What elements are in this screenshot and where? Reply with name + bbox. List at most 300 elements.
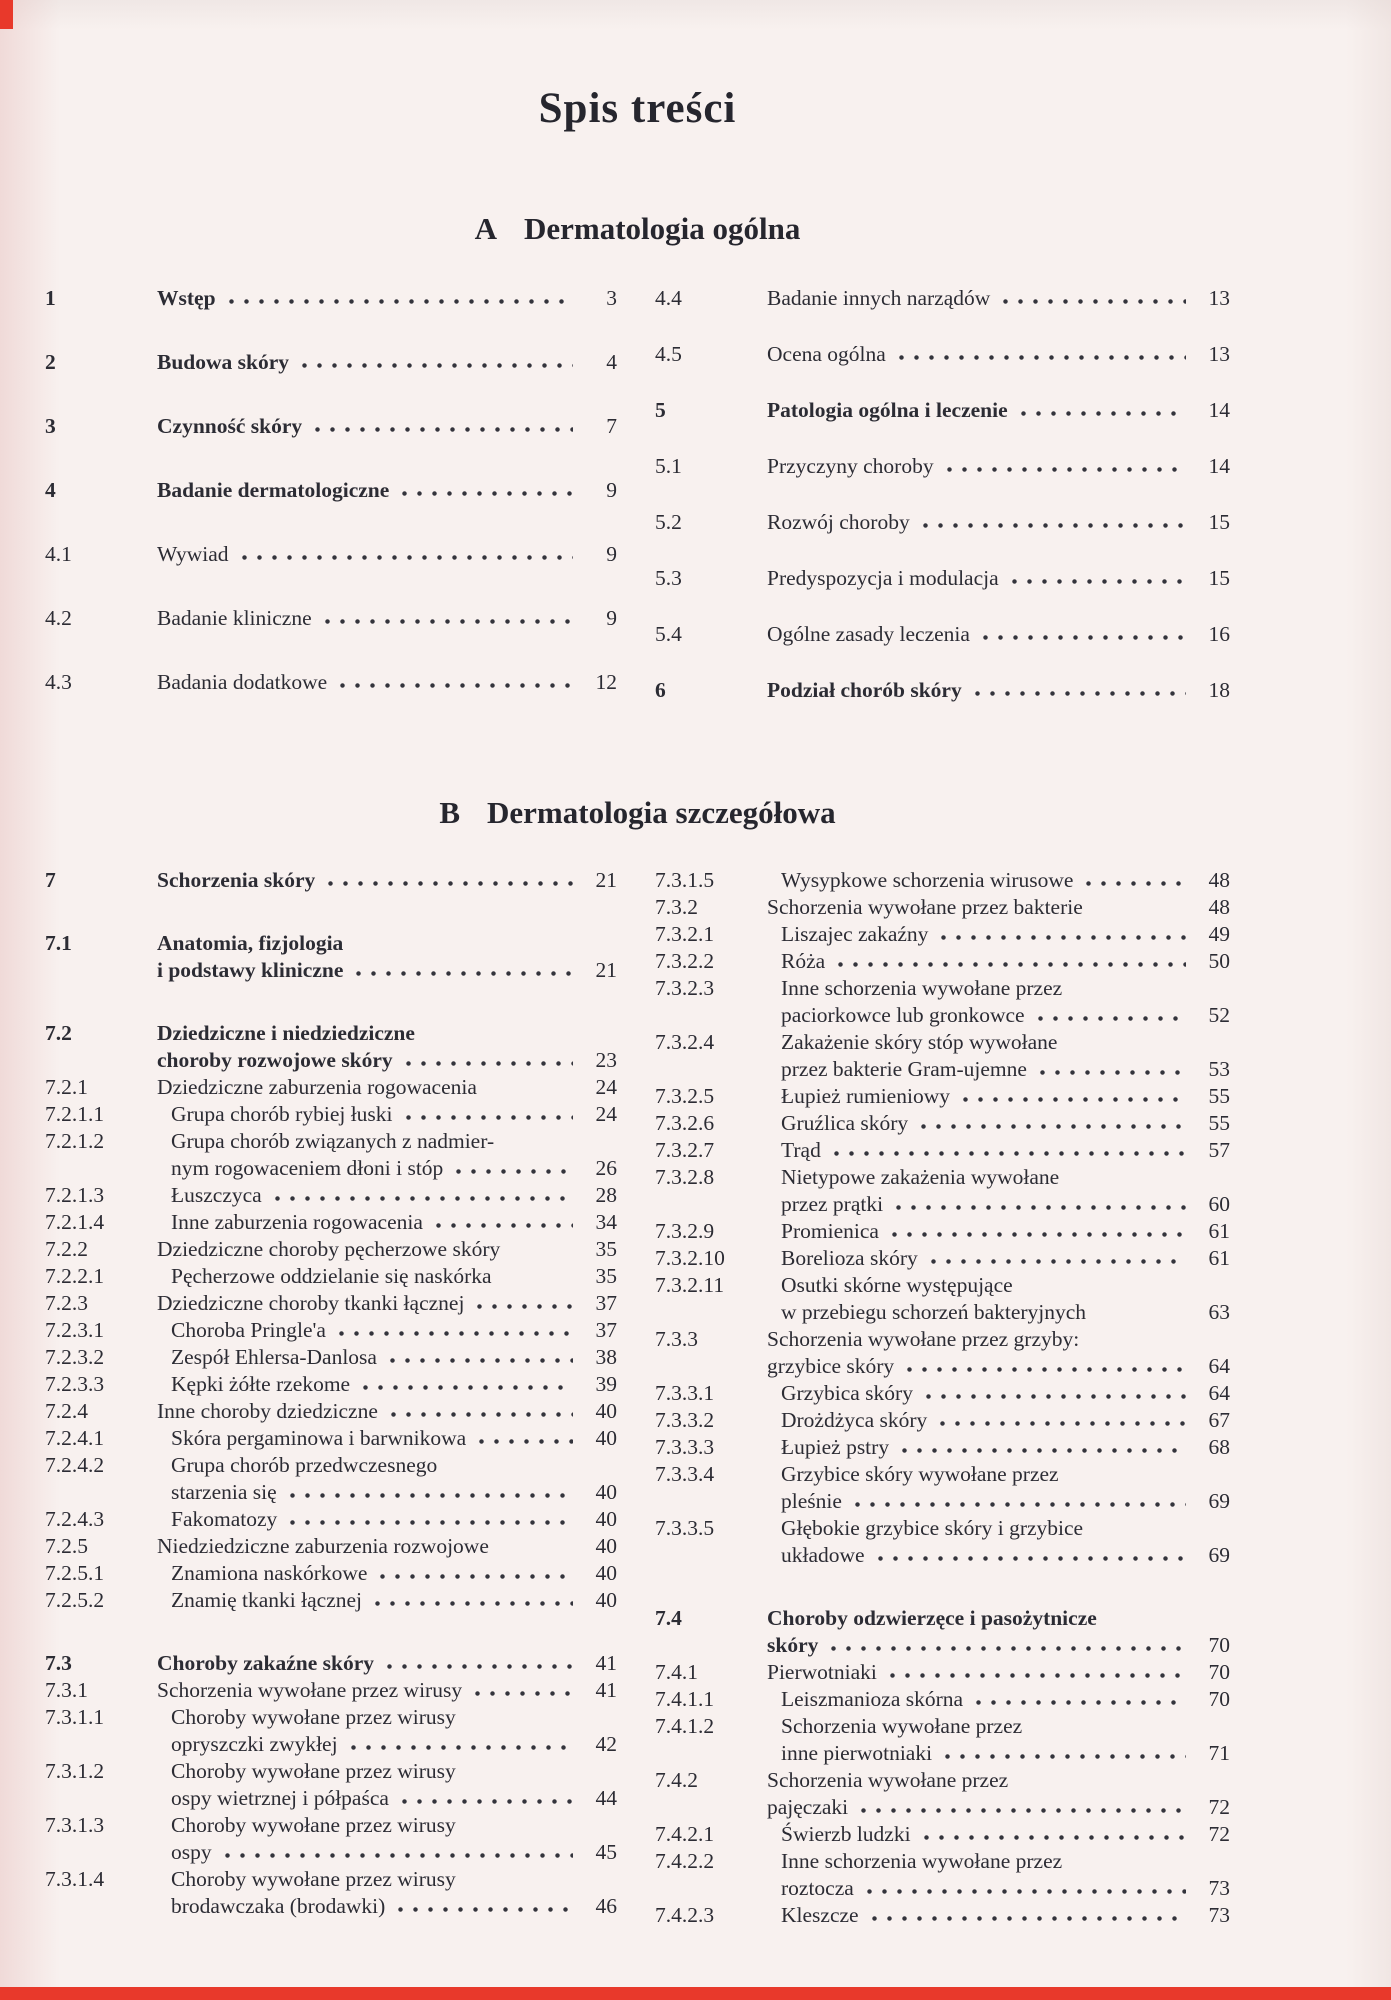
page-title: Spis treści: [538, 85, 737, 132]
entry-number: 7.3.3.1: [655, 1381, 715, 1405]
page-number: 21: [595, 868, 617, 892]
entry-title: grzybice skóry: [767, 1354, 895, 1378]
page-number: 61: [1208, 1246, 1230, 1270]
page-number: 40: [595, 1561, 617, 1585]
toc-entry: [45, 605, 617, 632]
toc-entry: [45, 1128, 617, 1182]
entry-number: 5: [655, 398, 666, 422]
dot-leader: [379, 1573, 573, 1580]
toc-entry: [45, 349, 617, 376]
section-b-columns: [45, 867, 1230, 1929]
entry-title: Schorzenia wywołane przez bakterie: [767, 895, 1083, 919]
dot-leader: [386, 1663, 573, 1670]
toc-entry: [655, 1110, 1230, 1137]
section-b: [45, 795, 1230, 1929]
entry-number: 7.3.3.3: [655, 1435, 715, 1459]
toc-entry: [655, 1605, 1230, 1659]
toc-entry: [655, 1380, 1230, 1407]
entry-number: 7.3.3: [655, 1327, 698, 1351]
toc-entry: [655, 1902, 1230, 1929]
dot-leader: [830, 1645, 1186, 1652]
page-number: 23: [595, 1048, 617, 1072]
toc-entry: [655, 621, 1230, 648]
entry-title: Osutki skórne występujące: [781, 1273, 1013, 1297]
page-number: 50: [1208, 949, 1230, 973]
entry-number: 4.3: [45, 670, 72, 694]
entry-title: roztocza: [781, 1876, 854, 1900]
dot-leader: [923, 1834, 1186, 1841]
entry-title: pleśnie: [781, 1489, 842, 1513]
entry-title: przez prątki: [781, 1192, 884, 1216]
section-b-heading: [45, 795, 1230, 831]
dot-leader: [401, 490, 573, 497]
entry-title: Schorzenia wywołane przez: [767, 1768, 1009, 1792]
dot-leader: [906, 1366, 1186, 1373]
dot-leader: [871, 1915, 1186, 1922]
page-number: 12: [595, 670, 617, 694]
page-number: 37: [595, 1291, 617, 1315]
page-number: 69: [1208, 1489, 1230, 1513]
entry-title: Grupa chorób związanych z nadmier-: [171, 1129, 495, 1153]
entry-title: Fakomatozy: [171, 1507, 278, 1531]
entry-number: 6: [655, 678, 666, 702]
entry-title: ospy wietrznej i półpaśca: [171, 1786, 389, 1810]
entry-title: starzenia się: [171, 1480, 277, 1504]
entry-title: Schorzenia wywołane przez grzyby:: [767, 1327, 1080, 1351]
dot-leader: [390, 1411, 573, 1418]
toc-entry: [655, 975, 1230, 1029]
page-number: 64: [1208, 1354, 1230, 1378]
entry-number: 7.3.3.5: [655, 1516, 715, 1540]
entry-title: Podział chorób skóry: [767, 678, 962, 702]
toc-entry: [655, 453, 1230, 480]
entry-title: Czynność skóry: [157, 414, 303, 438]
dot-leader: [946, 466, 1186, 473]
page-number: 13: [1208, 342, 1230, 366]
entry-title: Choroby wywołane przez wirusy: [171, 1813, 456, 1837]
page-number: 70: [1208, 1660, 1230, 1684]
dot-leader: [405, 1060, 573, 1067]
toc-entry: [45, 669, 617, 696]
entry-number: 4: [45, 478, 56, 502]
page-number: 9: [606, 606, 617, 630]
dot-leader: [925, 1393, 1186, 1400]
entry-title: Grzybica skóry: [781, 1381, 913, 1405]
entry-title: Łupież rumieniowy: [781, 1084, 950, 1108]
entry-title: Pęcherzowe oddzielanie się naskórka: [171, 1264, 492, 1288]
entry-title: Trąd: [781, 1138, 821, 1162]
entry-title: Schorzenia wywołane przez wirusy: [157, 1678, 463, 1702]
toc-entry: [45, 1560, 617, 1587]
toc-entry: [45, 1290, 617, 1317]
toc-entry: [655, 1821, 1230, 1848]
entry-number: 7.3.2.10: [655, 1246, 725, 1270]
entry-title: Choroby odzwierzęce i pasożytnicze: [767, 1606, 1097, 1630]
dot-leader: [289, 1519, 573, 1526]
entry-number: 7.2.2: [45, 1237, 88, 1261]
page-number: 7: [606, 414, 617, 438]
entry-title: choroby rozwojowe skóry: [157, 1048, 393, 1072]
entry-title: Predyspozycja i modulacja: [767, 566, 999, 590]
entry-number: 7.3.1: [45, 1678, 88, 1702]
entry-title: Wywiad: [157, 542, 229, 566]
dot-leader: [362, 1384, 573, 1391]
toc-entry: [45, 477, 617, 504]
toc-entry: [45, 1182, 617, 1209]
entry-number: 7.4.2: [655, 1768, 698, 1792]
page-number: 48: [1208, 868, 1230, 892]
toc-entry: [45, 1533, 617, 1560]
page-number: 57: [1208, 1138, 1230, 1162]
page-number: 72: [1208, 1795, 1230, 1819]
entry-number: 7.2.4.2: [45, 1453, 105, 1477]
section-a-letter: A: [474, 211, 497, 246]
entry-number: 4.4: [655, 286, 682, 310]
dot-leader: [891, 1231, 1186, 1238]
page-number: 63: [1208, 1300, 1230, 1324]
entry-title: Grupa chorób rybiej łuski: [171, 1102, 393, 1126]
entry-number: 7.4.1.2: [655, 1714, 715, 1738]
page-number: 34: [595, 1210, 617, 1234]
page-number: 61: [1208, 1219, 1230, 1243]
page-number: 72: [1208, 1822, 1230, 1846]
entry-title: Inne zaburzenia rogowacenia: [171, 1210, 423, 1234]
entry-number: 7.4.1: [655, 1660, 698, 1684]
entry-title: Choroby wywołane przez wirusy: [171, 1867, 456, 1891]
toc-entry: [45, 1263, 617, 1290]
dot-leader: [405, 1114, 573, 1121]
page-number: 9: [606, 478, 617, 502]
page-number: 4: [606, 350, 617, 374]
entry-title: układowe: [781, 1543, 865, 1567]
page-number: 44: [595, 1786, 617, 1810]
page-number: 60: [1208, 1192, 1230, 1216]
entry-title: Leiszmanioza skórna: [781, 1687, 964, 1711]
entry-number: 7.2.1.1: [45, 1102, 105, 1126]
toc-entry: [45, 1650, 617, 1677]
entry-number: 7.2.2.1: [45, 1264, 105, 1288]
entry-number: 7.2.3.1: [45, 1318, 105, 1342]
entry-number: 4.5: [655, 342, 682, 366]
toc-entry: [655, 921, 1230, 948]
dot-leader: [455, 1168, 573, 1175]
page-number: 41: [595, 1678, 617, 1702]
dot-leader: [435, 1222, 573, 1229]
entry-title: Dziedziczne i niedziedziczne: [157, 1021, 415, 1045]
entry-number: 7.3.2.8: [655, 1165, 715, 1189]
entry-number: 7.3.2.9: [655, 1219, 715, 1243]
page-number: 28: [595, 1183, 617, 1207]
toc-entry: [655, 1137, 1230, 1164]
toc-entry: [655, 894, 1230, 921]
page-number: 37: [595, 1318, 617, 1342]
entry-title: Badanie innych narządów: [767, 286, 991, 310]
page-number: 40: [595, 1480, 617, 1504]
entry-title: Choroby wywołane przez wirusy: [171, 1759, 456, 1783]
entry-number: 7.4.2.2: [655, 1849, 715, 1873]
dot-leader: [898, 354, 1186, 361]
dot-leader: [833, 1150, 1186, 1157]
section-a-column-right: [655, 285, 1230, 733]
dot-leader: [837, 961, 1186, 968]
entry-title: Schorzenia skóry: [157, 868, 316, 892]
entry-number: 4.1: [45, 542, 72, 566]
toc-entry: [655, 1461, 1230, 1515]
entry-title: Drożdżyca skóry: [781, 1408, 928, 1432]
page-number: 46: [595, 1894, 617, 1918]
dot-leader: [939, 1420, 1186, 1427]
entry-title: opryszczki zwykłej: [171, 1732, 338, 1756]
page-number: 14: [1208, 398, 1230, 422]
toc-entry: [45, 413, 617, 440]
dot-leader: [975, 1699, 1186, 1706]
page-number: 41: [595, 1651, 617, 1675]
section-a: [45, 211, 1230, 733]
entry-title: Anatomia, fizjologia: [157, 931, 344, 955]
entry-number: 7.2.3: [45, 1291, 88, 1315]
page-number: 40: [595, 1534, 617, 1558]
page-number: 40: [595, 1426, 617, 1450]
toc-entry: [45, 1506, 617, 1533]
entry-number: 7.3.1.5: [655, 868, 715, 892]
dot-leader: [397, 1906, 573, 1913]
section-b-letter: B: [439, 795, 461, 830]
dot-leader: [476, 1303, 573, 1310]
page-number: 42: [595, 1732, 617, 1756]
page-number: 55: [1208, 1084, 1230, 1108]
entry-number: 7.3.2.5: [655, 1084, 715, 1108]
toc-entry: [45, 1677, 617, 1704]
entry-number: 7.2.4.1: [45, 1426, 105, 1450]
entry-title: nym rogowaceniem dłoni i stóp: [171, 1156, 444, 1180]
section-a-column-left: [45, 285, 617, 733]
page-number: 69: [1208, 1543, 1230, 1567]
toc-entry: [655, 1272, 1230, 1326]
toc-entry: [655, 1407, 1230, 1434]
entry-title: pajęczaki: [767, 1795, 849, 1819]
toc-entry: [655, 1659, 1230, 1686]
entry-title: Dziedziczne zaburzenia rogowacenia: [157, 1075, 477, 1099]
dot-leader: [1002, 298, 1186, 305]
entry-title: Łupież pstry: [781, 1435, 890, 1459]
toc-content: [45, 0, 1230, 1929]
toc-entry: [45, 1371, 617, 1398]
toc-entry: [45, 1425, 617, 1452]
entry-title: Głębokie grzybice skóry i grzybice: [781, 1516, 1084, 1540]
entry-title: Badania dodatkowe: [157, 670, 328, 694]
dot-leader: [327, 880, 573, 887]
toc-entry: [45, 1344, 617, 1371]
entry-number: 7.3.3.4: [655, 1462, 715, 1486]
entry-number: 2: [45, 350, 56, 374]
entry-title: i podstawy kliniczne: [157, 958, 344, 982]
toc-entry: [655, 1083, 1230, 1110]
scan-artifact-red-top-left: [0, 0, 13, 29]
entry-title: paciorkowce lub gronkowce: [781, 1003, 1025, 1027]
dot-leader: [1085, 880, 1186, 887]
toc-entry: [655, 1245, 1230, 1272]
entry-number: 7.3.2.11: [655, 1273, 725, 1297]
entry-number: 7.3.2.1: [655, 922, 715, 946]
entry-number: 7.2.4.3: [45, 1507, 105, 1531]
toc-entry: [655, 341, 1230, 368]
dot-leader: [1020, 410, 1186, 417]
entry-number: 7.4: [655, 1606, 682, 1630]
entry-title: Kleszcze: [781, 1903, 859, 1927]
dot-leader: [877, 1555, 1186, 1562]
dot-leader: [241, 554, 573, 561]
entry-number: 7.3: [45, 1651, 72, 1675]
toc-entry: [655, 1164, 1230, 1218]
toc-entry: [45, 1758, 617, 1812]
toc-entry: [655, 1848, 1230, 1902]
entry-number: 7.3.2.4: [655, 1030, 715, 1054]
dot-leader: [895, 1204, 1186, 1211]
entry-number: 7.2.1: [45, 1075, 88, 1099]
entry-title: Badanie dermatologiczne: [157, 478, 390, 502]
dot-leader: [1011, 578, 1186, 585]
entry-title: Kępki żółte rzekome: [171, 1372, 351, 1396]
toc-entry: [655, 1029, 1230, 1083]
toc-entry: [45, 1074, 617, 1101]
entry-number: 5.1: [655, 454, 682, 478]
entry-number: 4.2: [45, 606, 72, 630]
entry-number: 7.2.5: [45, 1534, 88, 1558]
toc-entry: [655, 1326, 1230, 1380]
section-a-name: Dermatologia ogólna: [524, 211, 801, 246]
entry-title: ospy: [171, 1840, 212, 1864]
entry-title: Budowa skóry: [157, 350, 290, 374]
page-number: 26: [595, 1156, 617, 1180]
entry-title: Łuszczyca: [171, 1183, 262, 1207]
dot-leader: [228, 298, 573, 305]
entry-title: Patologia ogólna i leczenie: [767, 398, 1008, 422]
page-number: 24: [595, 1102, 617, 1126]
entry-number: 7.3.2.2: [655, 949, 715, 973]
entry-title: Inne schorzenia wywołane przez: [781, 1849, 1063, 1873]
toc-entry: [655, 1434, 1230, 1461]
toc-entry: [655, 1515, 1230, 1569]
entry-number: 7.1: [45, 931, 72, 955]
toc-entry: [45, 1020, 617, 1074]
dot-leader: [974, 690, 1186, 697]
entry-number: 7.2.3.2: [45, 1345, 105, 1369]
toc-entry: [45, 1101, 617, 1128]
section-b-name: Dermatologia szczegółowa: [487, 795, 836, 830]
page-number: 55: [1208, 1111, 1230, 1135]
entry-title: Promienica: [781, 1219, 879, 1243]
toc-entry: [655, 509, 1230, 536]
dot-leader: [982, 634, 1186, 641]
entry-title: Dziedziczne choroby tkanki łącznej: [157, 1291, 465, 1315]
entry-number: 7.3.2.6: [655, 1111, 715, 1135]
entry-title: Grupa chorób przedwczesnego: [171, 1453, 438, 1477]
page-number: 40: [595, 1507, 617, 1531]
entry-title: Pierwotniaki: [767, 1660, 877, 1684]
dot-leader: [301, 362, 573, 369]
entry-title: Znamiona naskórkowe: [171, 1561, 368, 1585]
entry-title: inne pierwotniaki: [781, 1741, 933, 1765]
entry-number: 7.2.5.2: [45, 1588, 105, 1612]
entry-title: przez bakterie Gram-ujemne: [781, 1057, 1027, 1081]
toc-entry: [655, 565, 1230, 592]
entry-number: 7.4.1.1: [655, 1687, 715, 1711]
entry-number: 7.3.1.1: [45, 1705, 105, 1729]
dot-leader: [478, 1438, 573, 1445]
dot-leader: [1039, 1069, 1186, 1076]
entry-title: Róża: [781, 949, 826, 973]
dot-leader: [940, 934, 1186, 941]
page-number: 13: [1208, 286, 1230, 310]
dot-leader: [866, 1888, 1186, 1895]
page-number: 53: [1208, 1057, 1230, 1081]
toc-entry: [45, 1866, 617, 1920]
entry-number: 7.2: [45, 1021, 72, 1045]
page-number: 16: [1208, 622, 1230, 646]
dot-leader: [324, 618, 573, 625]
page-number: 71: [1208, 1741, 1230, 1765]
entry-number: 7.4.2.3: [655, 1903, 715, 1927]
dot-leader: [930, 1258, 1186, 1265]
dot-leader: [314, 426, 573, 433]
toc-entry: [45, 541, 617, 568]
toc-entry: [655, 285, 1230, 312]
toc-entry: [45, 285, 617, 312]
page-number: 39: [595, 1372, 617, 1396]
page-number: 35: [595, 1237, 617, 1261]
dot-leader: [474, 1690, 573, 1697]
section-a-heading: [45, 211, 1230, 247]
toc-entry: [45, 867, 617, 894]
toc-entry: [45, 1236, 617, 1263]
entry-number: 7.3.2.7: [655, 1138, 715, 1162]
entry-title: Niedziedziczne zaburzenia rozwojowe: [157, 1534, 489, 1558]
toc-entry: [655, 1218, 1230, 1245]
dot-leader: [339, 682, 573, 689]
page-number: 15: [1208, 566, 1230, 590]
page-number: 38: [595, 1345, 617, 1369]
entry-title: Skóra pergaminowa i barwnikowa: [171, 1426, 467, 1450]
dot-leader: [1037, 1015, 1186, 1022]
page-number: 15: [1208, 510, 1230, 534]
entry-title: Zespół Ehlersa-Danlosa: [171, 1345, 377, 1369]
toc-entry: [45, 1209, 617, 1236]
toc-entry: [45, 1398, 617, 1425]
dot-leader: [962, 1096, 1186, 1103]
page-number: 45: [595, 1840, 617, 1864]
toc-entry: [655, 867, 1230, 894]
dot-leader: [889, 1672, 1186, 1679]
page-number: 40: [595, 1588, 617, 1612]
entry-title: Wstęp: [157, 286, 216, 310]
dot-leader: [355, 970, 573, 977]
dot-leader: [920, 1123, 1186, 1130]
entry-title: Schorzenia wywołane przez: [781, 1714, 1023, 1738]
entry-title: Zakażenie skóry stóp wywołane: [781, 1030, 1058, 1054]
page-number: 73: [1208, 1876, 1230, 1900]
entry-number: 7.2.1.4: [45, 1210, 105, 1234]
entry-title: brodawczaka (brodawki): [171, 1894, 386, 1918]
section-b-column-right: [655, 867, 1230, 1929]
page-number: 64: [1208, 1381, 1230, 1405]
entry-title: Gruźlica skóry: [781, 1111, 909, 1135]
entry-number: 7.2.4: [45, 1399, 88, 1423]
entry-title: Choroba Pringle'a: [171, 1318, 326, 1342]
entry-title: Wysypkowe schorzenia wirusowe: [781, 868, 1074, 892]
entry-title: Borelioza skóry: [781, 1246, 918, 1270]
toc-entry: [655, 397, 1230, 424]
entry-title: Świerzb ludzki: [781, 1822, 911, 1846]
